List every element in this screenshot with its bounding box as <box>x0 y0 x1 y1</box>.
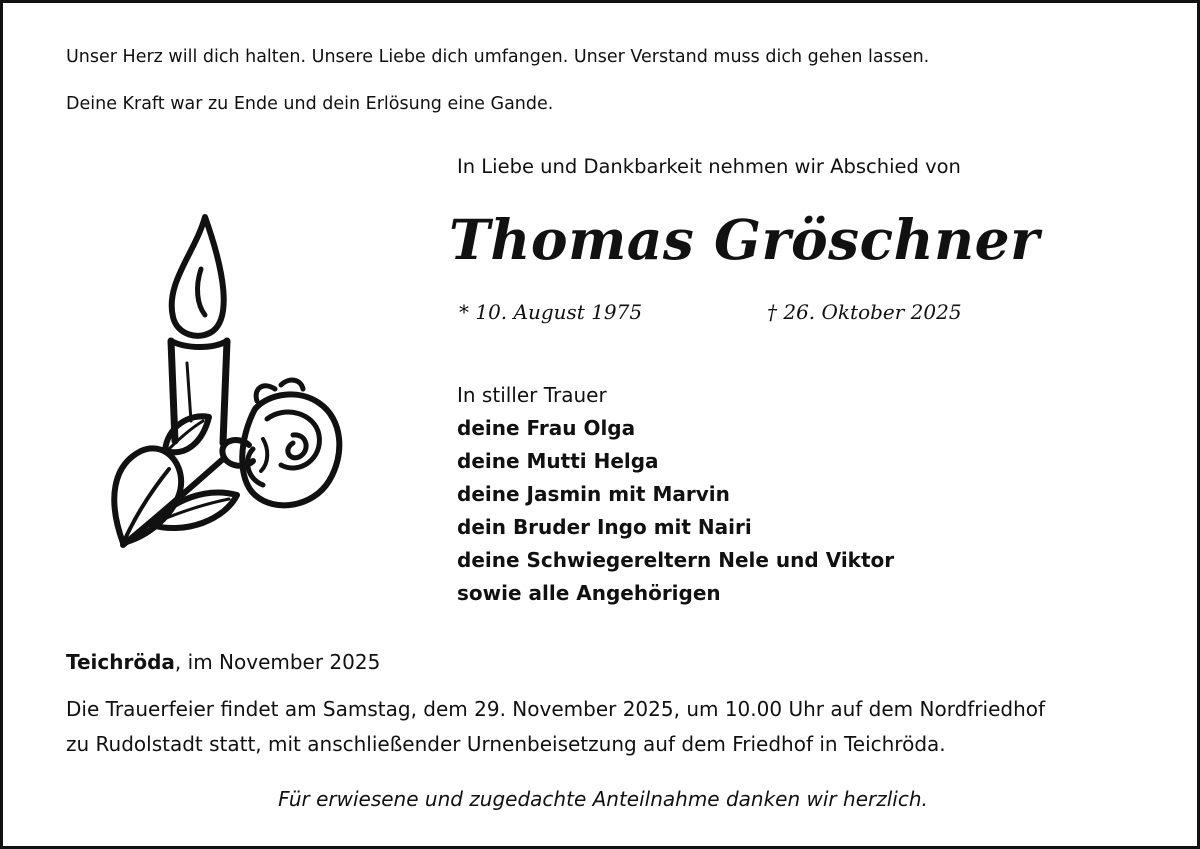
thanks-text: Für erwiesene und zugedachte Anteilnahme danken wir herzlich. <box>278 787 928 811</box>
family-member: deine Mutti Helga <box>457 449 659 473</box>
candle-with-rose-and-leaves-icon <box>103 213 353 558</box>
funeral-info-line-1: Die Trauerfeier findet am Samstag, dem 29. November 2025, um 10.00 Uhr auf dem Nordfriedhof <box>66 697 1046 721</box>
family-member: dein Bruder Ingo mit Nairi <box>457 515 752 539</box>
intro-line-1: Unser Herz will dich halten. Unsere Liebe dich umfangen. Unser Verstand muss dich gehen lassen. <box>66 47 930 67</box>
deceased-name: Thomas Gröschner <box>449 207 1040 272</box>
farewell-text: In Liebe und Dankbarkeit nehmen wir Abschied von <box>457 155 961 178</box>
place-and-date <box>66 650 380 674</box>
mourning-heading: In stiller Trauer <box>457 383 607 407</box>
town-name: Teichröda <box>66 650 175 674</box>
family-member: deine Schwiegereltern Nele und Viktor <box>457 548 895 572</box>
funeral-info-line-2: zu Rudolstadt statt, mit anschließender Urnenbeisetzung auf dem Friedhof in Teichröda. <box>66 732 946 756</box>
death-date: † 26. Oktober 2025 <box>767 300 962 324</box>
announcement-date: , im November 2025 <box>174 650 381 674</box>
family-member: sowie alle Angehörigen <box>457 581 721 605</box>
family-member: deine Frau Olga <box>457 416 636 440</box>
family-member: deine Jasmin mit Marvin <box>457 482 730 506</box>
birth-date: * 10. August 1975 <box>459 300 643 324</box>
intro-line-2: Deine Kraft war zu Ende und dein Erlösung eine Gande. <box>66 94 554 114</box>
